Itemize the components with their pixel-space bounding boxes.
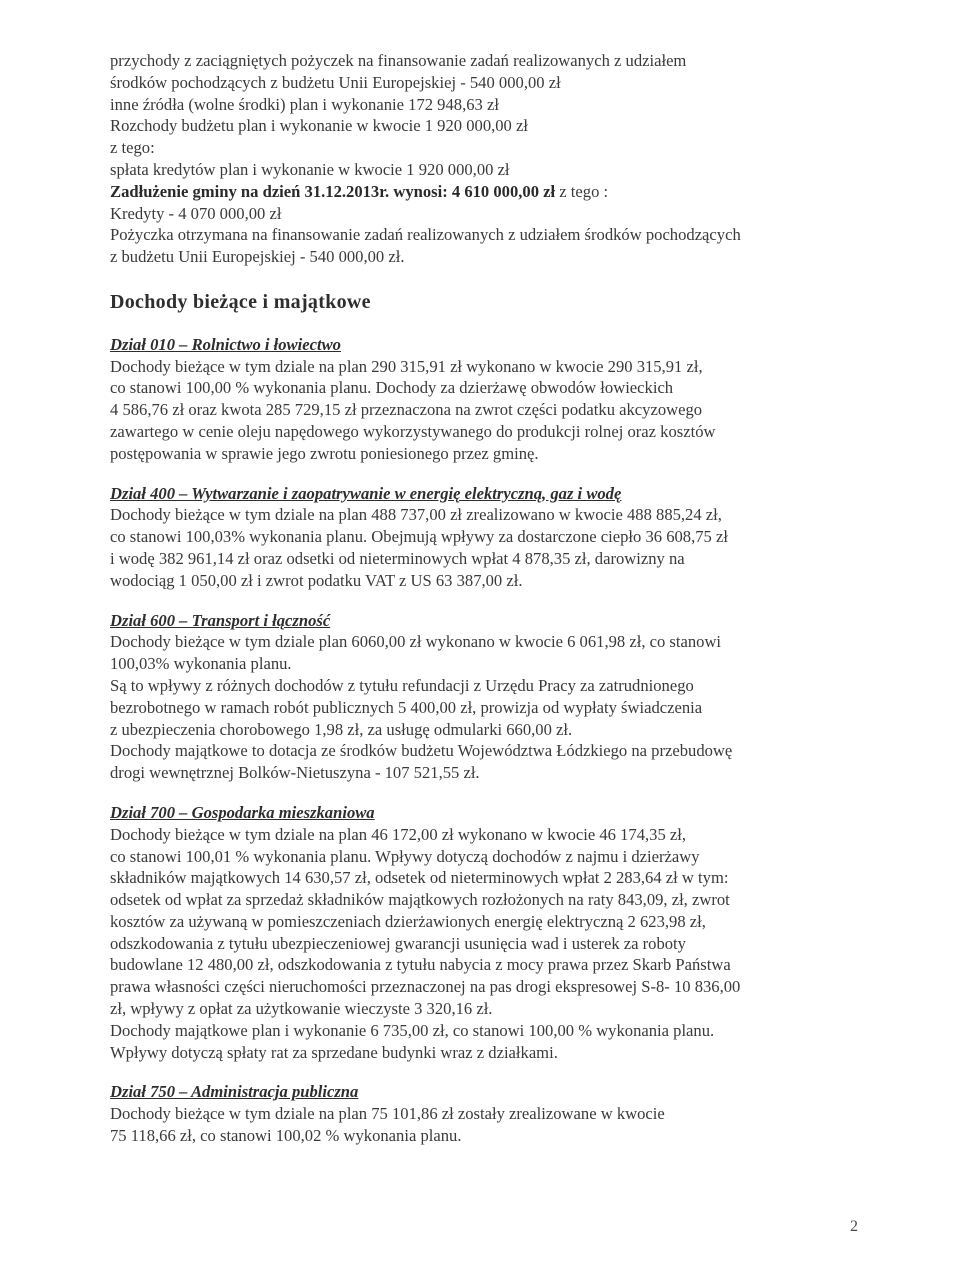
text-line: Dochody bieżące w tym dziale plan 6060,00 zł wykonano w kwocie 6 061,98 zł, co stanowi [110,632,722,652]
section-400 [110,483,870,592]
text-line: kosztów za używaną w pomieszczeniach dzierżawionych energię elektryczną 2 623,98 zł, [110,911,706,931]
text-line: Kredyty - 4 070 000,00 zł [110,203,282,223]
text-line: z budżetu Unii Europejskiej - 540 000,00 zł. [110,247,405,267]
section-title: Dział 700 – Gospodarka mieszkaniowa [110,802,375,822]
text-line: Rozchody budżetu plan i wykonanie w kwocie 1 920 000,00 zł [110,116,528,136]
text-line: budowlane 12 480,00 zł, odszkodowania z tytułu nabycia z mocy prawa przez Skarb Państwa [110,955,731,975]
text-line: Dochody majątkowe plan i wykonanie 6 735,00 zł, co stanowi 100,00 % wykonania planu. [110,1020,715,1040]
section-title: Dział 750 – Administracja publiczna [110,1082,359,1102]
text-line: Są to wpływy z różnych dochodów z tytułu refundacji z Urzędu Pracy za zatrudnionego [110,675,694,695]
text-line: Dochody bieżące w tym dziale na plan 488 737,00 zł zrealizowano w kwocie 488 885,24 zł, [110,505,722,525]
text-line: Dochody bieżące w tym dziale na plan 75 101,86 zł zostały zrealizowane w kwocie [110,1104,665,1124]
text-line: bezrobotnego w ramach robót publicznych 5 400,00 zł, prowizja od wypłaty świadczenia [110,697,703,717]
document-page [110,50,870,1147]
text-line: Dochody bieżące w tym dziale na plan 290 315,91 zł wykonano w kwocie 290 315,91 zł, [110,356,703,376]
text-line: wodociąg 1 050,00 zł i zwrot podatku VAT z US 63 387,00 zł. [110,570,523,590]
text-line: 75 118,66 zł, co stanowi 100,02 % wykonania planu. [110,1126,462,1146]
text-line: co stanowi 100,01 % wykonania planu. Wpływy dotyczą dochodów z najmu i dzierżawy [110,846,700,866]
text-line: Dochody majątkowe to dotacja ze środków budżetu Województwa Łódzkiego na przebudowę [110,741,733,761]
intro-block [110,50,870,181]
text-line: co stanowi 100,03% wykonania planu. Obejmują wpływy za dostarczone ciepło 36 608,75 zł [110,527,728,547]
text-line: inne źródła (wolne środki) plan i wykonanie 172 948,63 zł [110,94,499,114]
section-title: Dział 400 – Wytwarzanie i zaopatrywanie w energię elektryczną, gaz i wodę [110,483,622,503]
text-line: 4 586,76 zł oraz kwota 285 729,15 zł przeznaczona na zwrot części podatku akcyzowego [110,400,703,420]
text-line: z ubezpieczenia chorobowego 1,98 zł, za usługę odmularki 660,00 zł. [110,719,573,739]
section-heading: Dochody bieżące i majątkowe [110,290,371,313]
section-010 [110,334,870,465]
debt-summary-line [110,181,870,203]
text-line: prawa własności części nieruchomości przeznaczonej na pas drogi ekspresowej S-8- 10 836,00 [110,977,741,997]
text-line: 100,03% wykonania planu. [110,654,292,674]
section-title: Dział 600 – Transport i łączność [110,610,331,630]
text-line: zawartego w cenie oleju napędowego wykorzystywanego do produkcji rolnej oraz kosztów [110,421,716,441]
text-line: odsetek od wpłat za sprzedaż składników majątkowych rozłożonych na raty 843,09, zł, zwrot [110,890,730,910]
text-line: składników majątkowych 14 630,57 zł, odsetek od nieterminowych wpłat 2 283,64 zł w tym: [110,868,729,888]
text-line: postępowania w sprawie jego zwrotu poniesionego przez gminę. [110,443,539,463]
text-line: odszkodowania z tytułu ubezpieczeniowej gwarancji usunięcia wad i usterek za roboty [110,933,686,953]
debt-summary-bold: Zadłużenie gminy na dzień 31.12.2013r. wynosi: 4 610 000,00 zł [110,181,556,201]
section-title: Dział 010 – Rolnictwo i łowiectwo [110,334,341,354]
text-line: środków pochodzących z budżetu Unii Europejskiej - 540 000,00 zł [110,72,561,92]
text-line: Wpływy dotyczą spłaty rat za sprzedane budynki wraz z działkami. [110,1042,558,1062]
text-line: i wodę 382 961,14 zł oraz odsetki od nieterminowych wpłat 4 878,35 zł, darowizny na [110,548,685,568]
text-line: przychody z zaciągniętych pożyczek na finansowanie zadań realizowanych z udziałem [110,51,687,70]
text-line: drogi wewnętrznej Bolków-Nietuszyna - 107 521,55 zł. [110,763,480,783]
text-line: zł, wpływy z opłat za użytkowanie wieczyste 3 320,16 zł. [110,999,493,1019]
section-600 [110,610,870,784]
section-700 [110,802,870,1064]
text-line: z tego: [110,138,155,158]
text-line: Dochody bieżące w tym dziale na plan 46 172,00 zł wykonano w kwocie 46 174,35 zł, [110,824,687,844]
debt-block [110,181,870,268]
debt-summary-rest: z tego : [555,181,609,201]
text-line: co stanowi 100,00 % wykonania planu. Dochody za dzierżawę obwodów łowieckich [110,378,674,398]
page-number: 2 [850,1218,858,1235]
text-line: Pożyczka otrzymana na finansowanie zadań realizowanych z udziałem środków pochodzących [110,225,741,245]
text-line: spłata kredytów plan i wykonanie w kwocie 1 920 000,00 zł [110,159,510,179]
section-750 [110,1081,870,1146]
